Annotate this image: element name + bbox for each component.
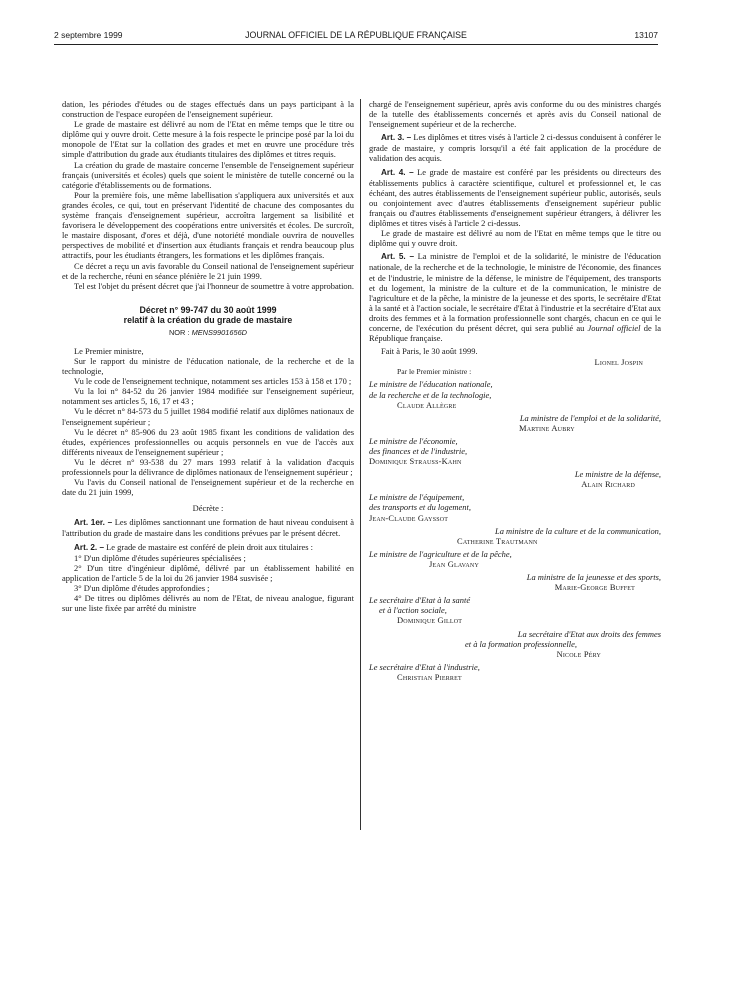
signature-title: Le ministre de l'éducation nationale, bbox=[369, 379, 493, 390]
signatory-pm: Lionel Jospin bbox=[594, 357, 643, 368]
list-item: 4° De titres ou diplômes délivrés au nom de l'Etat, de niveau analogue, figurant sur une liste fixée par arrêté du ministre bbox=[62, 593, 354, 614]
signature-title: La ministre de la culture et de la communication, bbox=[495, 525, 661, 536]
visa: Vu le décret n° 93-538 du 27 mars 1993 relatif à la validation d'acquis professionnels pour la délivrance de diplômes nationaux de l'enseignement supérieur ; bbox=[62, 456, 354, 477]
signatory-name: Alain Richard bbox=[581, 479, 635, 490]
signatory-name: Nicole Péry bbox=[556, 648, 601, 659]
header-rule bbox=[54, 44, 658, 45]
decree-title: Décret n° 99-747 du 30 août 1999 relatif à la création du grade de mastaire bbox=[123, 304, 293, 326]
signature-title: La ministre de la jeunesse et des sports, bbox=[526, 572, 661, 583]
visa: Le Premier ministre, bbox=[74, 345, 144, 356]
signature-title: Le secrétaire d'Etat à la santé bbox=[369, 595, 471, 606]
signature-title: La secrétaire d'Etat aux droits des femmes bbox=[517, 628, 661, 639]
signature-title: Le ministre de l'équipement, bbox=[369, 492, 465, 503]
signatory-name: Claude Allègre bbox=[397, 399, 457, 410]
signatory-name: Catherine Trautmann bbox=[457, 535, 538, 546]
paragraph: Pour la première fois, une même labellisation s'appliquera aux universités et aux grandes écoles, ce qui, tout en préservant l'identité de chacune des composantes du système français d'enseignement supérieur, accroîtra largement sa lisibilité et favorisera le développement des coopérations entre universités et écoles. De surcroît, le mastaire disposant, d'ores et déjà, d'une notoriété mondiale ouvrira de nouvelles perspectives de mobilité et d'insertion aux étudiants français et rendra beaucoup plus attractifs, pour les étudiants étrangers, les formations et les diplômes français. bbox=[62, 189, 354, 261]
header-date: 2 septembre 1999 bbox=[54, 30, 123, 40]
signature-title: Le ministre de l'agriculture et de la pêche, bbox=[369, 548, 512, 559]
signature-title: des finances et de l'industrie, bbox=[369, 446, 468, 456]
signatory-name: Dominique Gillot bbox=[397, 615, 463, 626]
signatory-name: Martine Aubry bbox=[519, 422, 575, 433]
left-column bbox=[62, 99, 354, 613]
visa: Vu le code de l'enseignement technique, notamment ses articles 153 à 158 et 170 ; bbox=[74, 376, 352, 387]
list-item: 3° D'un diplôme d'études approfondies ; bbox=[74, 582, 210, 593]
visa: Vu le décret n° 85-906 du 23 août 1985 fixant les conditions de validation des études, expériences professionnelles ou acquis personnels en vue de l'accès aux différents niveaux de l'enseignement supérieur ; bbox=[62, 426, 354, 457]
signatory-name: Dominique Strauss-Kahn bbox=[369, 456, 462, 467]
article-5: Art. 5. – La ministre de l'emploi et de la solidarité, le ministre de l'éducation nationale, de la recherche et de la technologie, le ministre de l'économie, des finances et de l'industrie, le ministre de la défense, le ministre de l'équipement, des transports et du logement, la ministre de la culture et de la communication, le ministre de l'agriculture et de la pêche, la ministre de la jeunesse et des sports, le secrétaire d'Etat à la santé et à l'action sociale, le secrétaire d'Etat à l'industrie et la secrétaire d'Etat aux droits des femmes et à la formation professionnelle sont chargés, chacun en ce qui le concerne, de l'exécution du présent décret, qui sera publié au Journal officiel de la République française. bbox=[369, 251, 662, 344]
paragraph: La création du grade de mastaire concerne l'ensemble de l'enseignement supérieur français (universités et écoles) quels que soient le ministère de tutelle concerné ou la catégorie d'établissements ou de formations. bbox=[62, 159, 354, 190]
visa: Vu la loi n° 84-52 du 26 janvier 1984 modifiée sur l'enseignement supérieur, notamment ses articles 5, 16, 17 et 43 ; bbox=[62, 386, 354, 407]
paragraph: Le grade de mastaire est délivré au nom de l'Etat en même temps que le titre ou diplôme qui y ouvre droit. Cette mesure à la fois respecte le principe posé par la loi du monopole de l'Etat sur la collation des grades et met en œuvre une procédure très simple d'attribution du grade aux étudiants titulaires des diplômes et titres requis. bbox=[62, 119, 354, 160]
nor-reference: NOR : MENS9901656D bbox=[168, 327, 248, 337]
signature-title: Le ministre de l'économie, bbox=[369, 435, 458, 446]
paragraph: Ce décret a reçu un avis favorable du Conseil national de l'enseignement supérieur et de la recherche, réuni en séance plénière le 21 juin 1999. bbox=[62, 260, 354, 281]
signature-title: Le secrétaire d'Etat à l'industrie, bbox=[369, 661, 480, 672]
visa: Vu le décret n° 84-573 du 5 juillet 1984 modifié relatif aux diplômes nationaux de l'enseignement supérieur ; bbox=[62, 406, 354, 427]
paragraph: chargé de l'enseignement supérieur, après avis conforme du ou des ministres chargés de la tutelle des établissements concernés et après avis du Conseil national de l'enseignement supérieur et de la recherche. bbox=[369, 99, 661, 130]
page-header bbox=[54, 30, 658, 44]
list-item: 1° D'un diplôme d'études supérieures spécialisées ; bbox=[74, 552, 246, 563]
paragraph: dation, les périodes d'études ou de stages effectués dans un pays participant à la construction de l'espace européen de l'enseignement supérieur. bbox=[62, 99, 354, 120]
signature-title: Le ministre de la défense, bbox=[574, 469, 661, 480]
signature-title: et à la formation professionnelle, bbox=[465, 638, 577, 649]
article-3: Art. 3. – Les diplômes et titres visés à l'article 2 ci-dessus conduisent à conférer le grade de mastaire, y compris lorsqu'il a été fait application de la procédure de validation des acquis. bbox=[369, 132, 661, 164]
article-4: Art. 4. – Le grade de mastaire est conféré par les présidents ou directeurs des établissements publics à caractère scientifique, culturel et professionnel et, le cas échéant, des autres établissements de l'enseignement supérieur public, autorisés, seuls ou conjointement avec d'autres établissements d'enseignement supérieur public français ou d'autres établissements d'enseignement supérieur étrangers, à délivrer les diplômes et titres visés à l'article 2 ci-dessus. bbox=[369, 166, 662, 229]
header-page-number: 13107 bbox=[634, 30, 658, 40]
article-1: Art. 1er. – Les diplômes sanctionnant une formation de haut niveau conduisent à l'attribution du grade de mastaire dans les conditions prévues par le présent décret. bbox=[62, 517, 355, 539]
paragraph: Tel est l'objet du présent décret que j'ai l'honneur de soumettre à votre approbation. bbox=[74, 280, 354, 291]
par-le-premier-ministre: Par le Premier ministre : bbox=[397, 367, 472, 377]
fait-a-paris: Fait à Paris, le 30 août 1999. bbox=[381, 346, 478, 357]
signature-title: des transports et du logement, bbox=[369, 502, 471, 513]
signatory-name: Marie-George Buffet bbox=[554, 582, 635, 593]
visa: Vu l'avis du Conseil national de l'enseignement supérieur et de la recherche en date du 21 juin 1999, bbox=[62, 477, 354, 498]
article-2: Art. 2. – Le grade de mastaire est conféré de plein droit aux titulaires : bbox=[74, 541, 314, 552]
visa: Sur le rapport du ministre de l'éducation nationale, de la recherche et de la technologie, bbox=[62, 355, 354, 377]
signature-title: de la recherche et de la technologie, bbox=[369, 389, 492, 400]
column-divider bbox=[360, 99, 361, 830]
decrete-heading: Décrète : bbox=[192, 503, 224, 514]
signatory-name: Christian Pierret bbox=[397, 671, 462, 682]
signature-title: La ministre de l'emploi et de la solidarité, bbox=[519, 412, 661, 423]
right-column bbox=[369, 99, 661, 682]
signature-title: et à l'action sociale, bbox=[379, 605, 447, 616]
list-item: 2° D'un titre d'ingénieur diplômé, délivré par un établissement habilité en application de l'article 5 de la loi du 26 janvier 1984 susvisée ; bbox=[62, 562, 354, 583]
signatory-name: Jean Glavany bbox=[429, 558, 480, 569]
signatory-name: Jean-Claude Gayssot bbox=[369, 512, 449, 523]
header-journal-title: JOURNAL OFFICIEL DE LA RÉPUBLIQUE FRANÇAISE bbox=[245, 30, 467, 40]
paragraph: Le grade de mastaire est délivré au nom de l'Etat en même temps que le titre ou diplôme qui y ouvre droit. bbox=[369, 228, 661, 249]
